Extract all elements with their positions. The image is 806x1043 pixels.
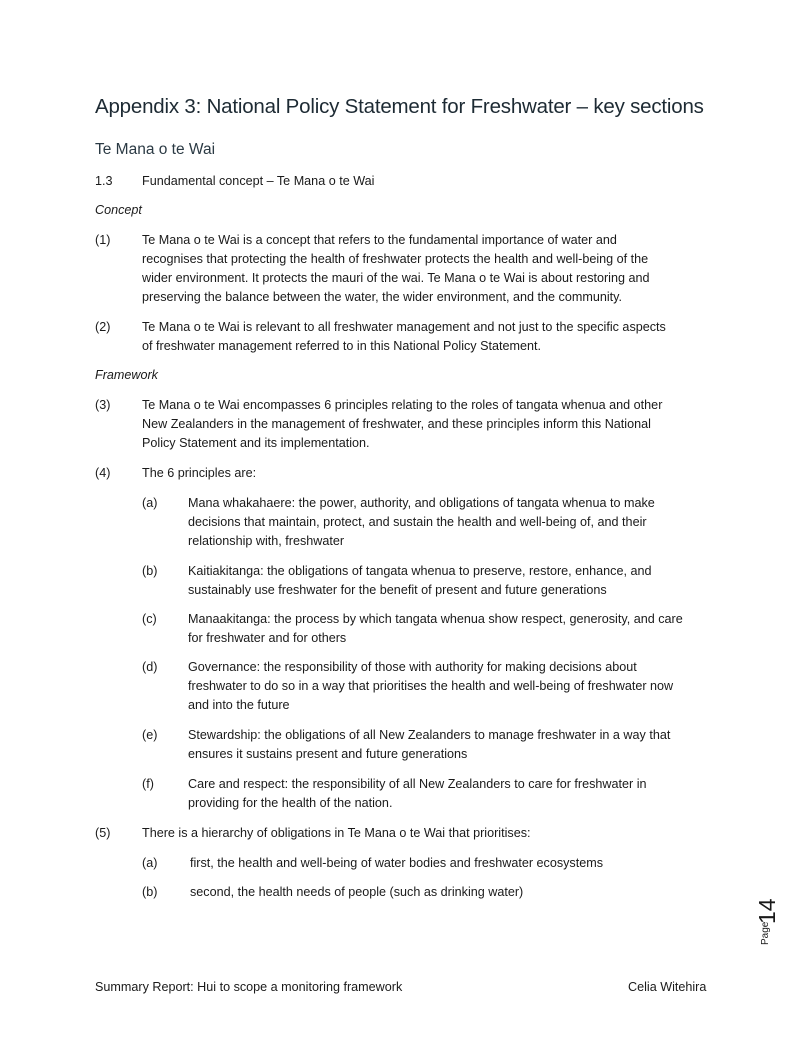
subitem-letter: (b) (142, 885, 158, 899)
text-line: second, the health needs of people (such as drinking water) (190, 885, 524, 899)
subitem-letter: (e) (142, 728, 158, 742)
footer-right: Celia Witehira (628, 980, 707, 994)
hierarchy-b (190, 883, 523, 902)
text-line: first, the health and well-being of water bodies and freshwater ecosystems (190, 856, 604, 870)
text-line: Stewardship: the obligations of all New Zealanders to manage freshwater in a way that (188, 728, 671, 742)
page-title: Appendix 3: National Policy Statement for Freshwater – key sections (95, 95, 704, 118)
hierarchy-a (190, 854, 603, 873)
principle-d (188, 658, 673, 715)
paragraph-1 (142, 231, 650, 307)
text-line: Te Mana o te Wai is relevant to all freshwater management and not just to the specific aspects (142, 320, 666, 334)
subitem-letter: (b) (142, 564, 158, 578)
text-line: Te Mana o te Wai encompasses 6 principles relating to the roles of tangata whenua and other (142, 398, 663, 412)
footer-left: Summary Report: Hui to scope a monitoring framework (95, 980, 403, 994)
section-number: 1.3 (95, 174, 113, 188)
subitem-letter: (d) (142, 660, 158, 674)
principle-b (188, 562, 652, 600)
text-line: Governance: the responsibility of those with authority for making decisions about (188, 660, 637, 674)
text-line: of freshwater management referred to in this National Policy Statement. (142, 339, 541, 353)
text-line: There is a hierarchy of obligations in Te Mana o te Wai that prioritises: (142, 826, 531, 840)
text-line: Manaakitanga: the process by which tangata whenua show respect, generosity, and care (188, 612, 683, 626)
text-line: Te Mana o te Wai is a concept that refers to the fundamental importance of water and (142, 233, 617, 247)
subitem-letter: (a) (142, 496, 158, 510)
paragraph-3 (142, 396, 662, 453)
paragraph-2 (142, 318, 666, 356)
item-number: (5) (95, 826, 111, 840)
principle-e (188, 726, 670, 764)
framework-heading: Framework (95, 368, 158, 382)
page-number-marker (748, 888, 788, 948)
page-word: Page (760, 921, 771, 945)
text-line: wider environment. It protects the mauri of the wai. Te Mana o te Wai is about restoring and (142, 271, 650, 285)
section-heading: Fundamental concept – Te Mana o te Wai (142, 174, 375, 188)
text-line: Care and respect: the responsibility of all New Zealanders to care for freshwater in (188, 777, 647, 791)
paragraph-5 (142, 824, 531, 843)
text-line: Kaitiakitanga: the obligations of tangata whenua to preserve, restore, enhance, and (188, 564, 652, 578)
subitem-letter: (a) (142, 856, 158, 870)
text-line: ensures it sustains present and future generations (188, 747, 468, 761)
paragraph-4 (142, 464, 256, 483)
concept-heading: Concept (95, 203, 142, 217)
text-line: decisions that maintain, protect, and sustain the health and well-being of, and their (188, 515, 647, 529)
page-number: 14 (754, 898, 780, 924)
subitem-letter: (f) (142, 777, 154, 791)
text-line: sustainably use freshwater for the benefit of present and future generations (188, 583, 607, 597)
text-line: recognises that protecting the health of freshwater protects the health and well-being of the (142, 252, 649, 266)
text-line: Policy Statement and its implementation. (142, 436, 370, 450)
text-line: providing for the health of the nation. (188, 796, 393, 810)
text-line: preserving the balance between the water, the wider environment, and the community. (142, 290, 623, 304)
text-line: and into the future (188, 698, 290, 712)
text-line: freshwater to do so in a way that prioritises the health and well-being of freshwater now (188, 679, 674, 693)
text-line: for freshwater and for others (188, 631, 347, 645)
principle-a (188, 494, 655, 551)
principle-c (188, 610, 683, 648)
subitem-letter: (c) (142, 612, 157, 626)
text-line: Mana whakahaere: the power, authority, and obligations of tangata whenua to make (188, 496, 655, 510)
principle-f (188, 775, 647, 813)
item-number: (2) (95, 320, 111, 334)
text-line: The 6 principles are: (142, 466, 257, 480)
text-line: relationship with, freshwater (188, 534, 345, 548)
item-number: (3) (95, 398, 111, 412)
item-number: (1) (95, 233, 111, 247)
section-subtitle: Te Mana o te Wai (95, 141, 216, 158)
item-number: (4) (95, 466, 111, 480)
text-line: New Zealanders in the management of freshwater, and these principles inform this National (142, 417, 651, 431)
